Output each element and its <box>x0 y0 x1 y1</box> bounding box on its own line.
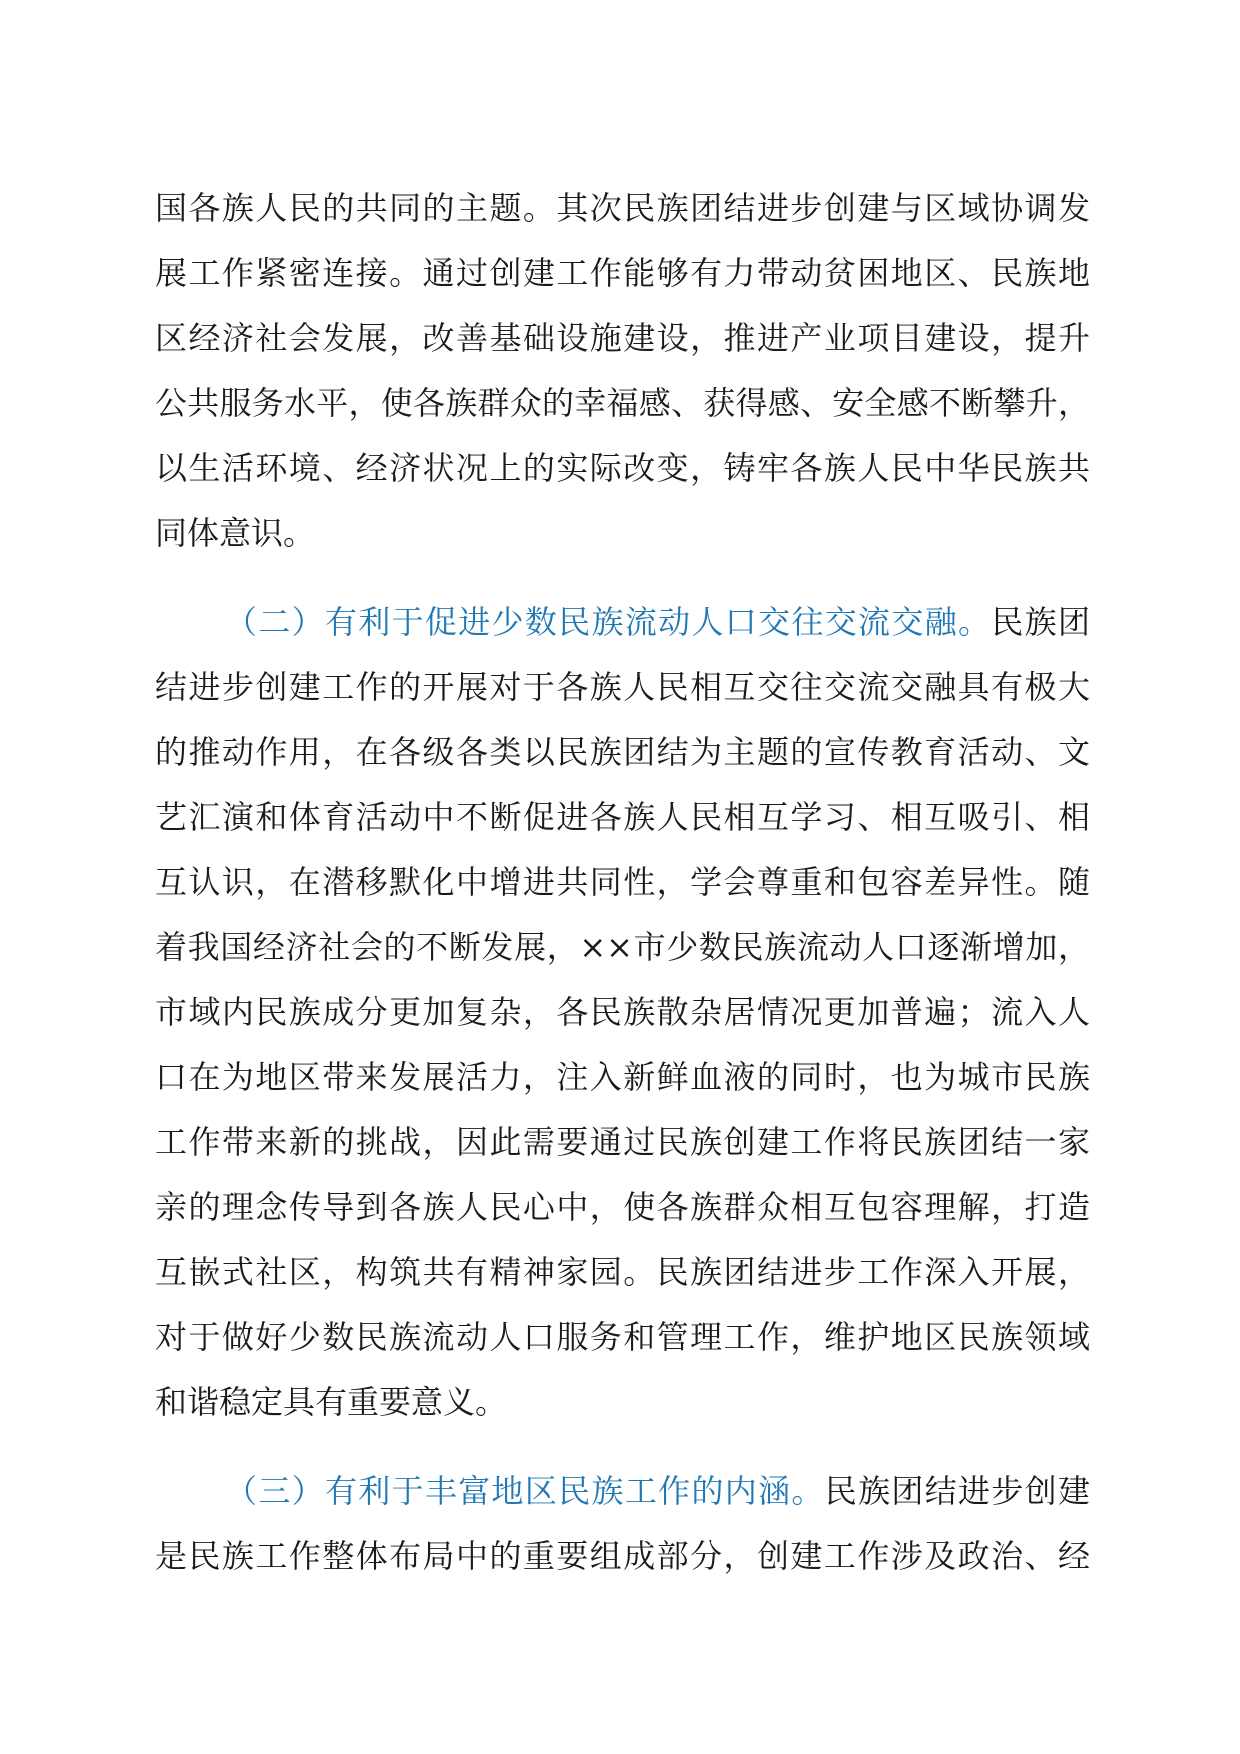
text-line: 和谐稳定具有重要意义。 <box>155 1383 508 1421</box>
paragraph-1 <box>155 176 1090 566</box>
section-3-first-line-rest: 民族团结进步创建 <box>824 1472 1090 1510</box>
text-line: 艺汇演和体育活动中不断促进各族人民相互学习、相互吸引、相 <box>155 798 1090 836</box>
section-2 <box>155 590 1090 1435</box>
paragraph-gap <box>155 566 1090 590</box>
text-line: 以生活环境、经济状况上的实际改变，铸牢各族人民中华民族共 <box>155 449 1090 487</box>
text-line: 工作带来新的挑战，因此需要通过民族创建工作将民族团结一家 <box>155 1123 1090 1161</box>
text-line: 展工作紧密连接。通过创建工作能够有力带动贫困地区、民族地 <box>155 254 1090 292</box>
text-line: 公共服务水平，使各族群众的幸福感、获得感、安全感不断攀升， <box>155 384 1090 422</box>
section-2-first-line <box>155 590 1090 655</box>
section-2-first-line-rest: 民族团 <box>991 603 1090 641</box>
text-line: 同体意识。 <box>155 514 316 552</box>
section-3 <box>155 1459 1090 1589</box>
text-line: 亲的理念传导到各族人民心中，使各族群众相互包容理解，打造 <box>155 1188 1090 1226</box>
section-2-heading: （二）有利于促进少数民族流动人口交往交流交融。 <box>225 603 992 641</box>
document-body <box>155 176 1090 1589</box>
section-3-first-line <box>155 1459 1090 1524</box>
section-3-heading: （三）有利于丰富地区民族工作的内涵。 <box>225 1472 825 1510</box>
text-line: 区经济社会发展，改善基础设施建设，推进产业项目建设，提升 <box>155 319 1090 357</box>
text-line: 互认识，在潜移默化中增进共同性，学会尊重和包容差异性。随 <box>155 863 1090 901</box>
text-line: 着我国经济社会的不断发展，××市少数民族流动人口逐渐增加， <box>155 928 1090 966</box>
text-line: 互嵌式社区，构筑共有精神家园。民族团结进步工作深入开展， <box>155 1253 1090 1291</box>
text-line: 市域内民族成分更加复杂，各民族散杂居情况更加普遍；流入人 <box>155 993 1090 1031</box>
text-line: 是民族工作整体布局中的重要组成部分，创建工作涉及政治、经 <box>155 1537 1090 1575</box>
paragraph-gap <box>155 1435 1090 1459</box>
text-line: 国各族人民的共同的主题。其次民族团结进步创建与区域协调发 <box>155 189 1090 227</box>
text-line: 对于做好少数民族流动人口服务和管理工作，维护地区民族领域 <box>155 1318 1090 1356</box>
text-line: 的推动作用，在各级各类以民族团结为主题的宣传教育活动、文 <box>155 733 1090 771</box>
text-line: 结进步创建工作的开展对于各族人民相互交往交流交融具有极大 <box>155 668 1090 706</box>
text-line: 口在为地区带来发展活力，注入新鲜血液的同时，也为城市民族 <box>155 1058 1090 1096</box>
